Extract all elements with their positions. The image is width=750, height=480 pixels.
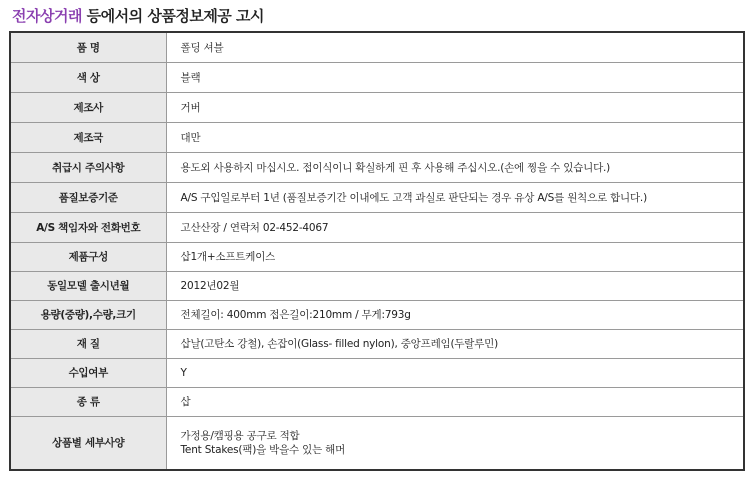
row-value bbox=[166, 416, 744, 470]
table-row bbox=[10, 152, 744, 182]
table-row bbox=[10, 358, 744, 387]
row-value: 삽날(고탄소 강철), 손잡이(Glass- filled nylon), 중앙프레임(두랄루민) bbox=[166, 329, 744, 358]
row-label: 용량(중량),수량,크기 bbox=[10, 300, 166, 329]
page-title-rest: 등에서의 상품정보제공 고시 bbox=[81, 7, 265, 25]
table-row bbox=[10, 387, 744, 416]
spec-line: Tent Stakes(팩)을 박을수 있는 해머 bbox=[180, 443, 346, 456]
table-row bbox=[10, 242, 744, 271]
row-value: 2012년02월 bbox=[166, 271, 744, 300]
row-value: 삽 bbox=[166, 387, 744, 416]
product-info-table bbox=[9, 31, 745, 471]
row-label: 제조사 bbox=[10, 92, 166, 122]
row-value: 삽1개+소프트케이스 bbox=[166, 242, 744, 271]
table-row bbox=[10, 300, 744, 329]
row-label: 상품별 세부사양 bbox=[10, 416, 166, 470]
spec-line: 가정용/캠핑용 공구로 적합 bbox=[180, 429, 300, 442]
row-label: 종 류 bbox=[10, 387, 166, 416]
row-label: 품 명 bbox=[10, 32, 166, 62]
row-label: 수입여부 bbox=[10, 358, 166, 387]
row-label: 동일모델 출시년월 bbox=[10, 271, 166, 300]
page-title-accent: 전자상거래 bbox=[12, 7, 82, 25]
row-label: 품질보증기준 bbox=[10, 182, 166, 212]
row-value: 거버 bbox=[166, 92, 744, 122]
row-value: Y bbox=[166, 358, 744, 387]
row-value: 용도외 사용하지 마십시오. 접이식이니 확실하게 핀 후 사용해 주십시오.(손에 찡을 수 있습니다.) bbox=[166, 152, 744, 182]
table-row bbox=[10, 212, 744, 242]
table-row bbox=[10, 416, 744, 470]
table-row bbox=[10, 329, 744, 358]
table-row bbox=[10, 122, 744, 152]
row-value: 고산산장 / 연락처 02-452-4067 bbox=[166, 212, 744, 242]
row-label: 취급시 주의사항 bbox=[10, 152, 166, 182]
row-label: 색 상 bbox=[10, 62, 166, 92]
row-label: 제품구성 bbox=[10, 242, 166, 271]
row-label: 재 질 bbox=[10, 329, 166, 358]
row-value: 폴딩 셔블 bbox=[166, 32, 744, 62]
table-row bbox=[10, 271, 744, 300]
table-row bbox=[10, 182, 744, 212]
table-row bbox=[10, 62, 744, 92]
table-row bbox=[10, 92, 744, 122]
row-value: A/S 구입일로부터 1년 (품질보증기간 이내에도 고객 과실로 판단되는 경우 유상 A/S를 원칙으로 합니다.) bbox=[166, 182, 744, 212]
page-title bbox=[12, 5, 264, 26]
row-label: 제조국 bbox=[10, 122, 166, 152]
row-value: 대만 bbox=[166, 122, 744, 152]
row-label: A/S 책임자와 전화번호 bbox=[10, 212, 166, 242]
row-value: 블랙 bbox=[166, 62, 744, 92]
table-row bbox=[10, 32, 744, 62]
row-value: 전체길이: 400mm 접은길이:210mm / 무게:793g bbox=[166, 300, 744, 329]
